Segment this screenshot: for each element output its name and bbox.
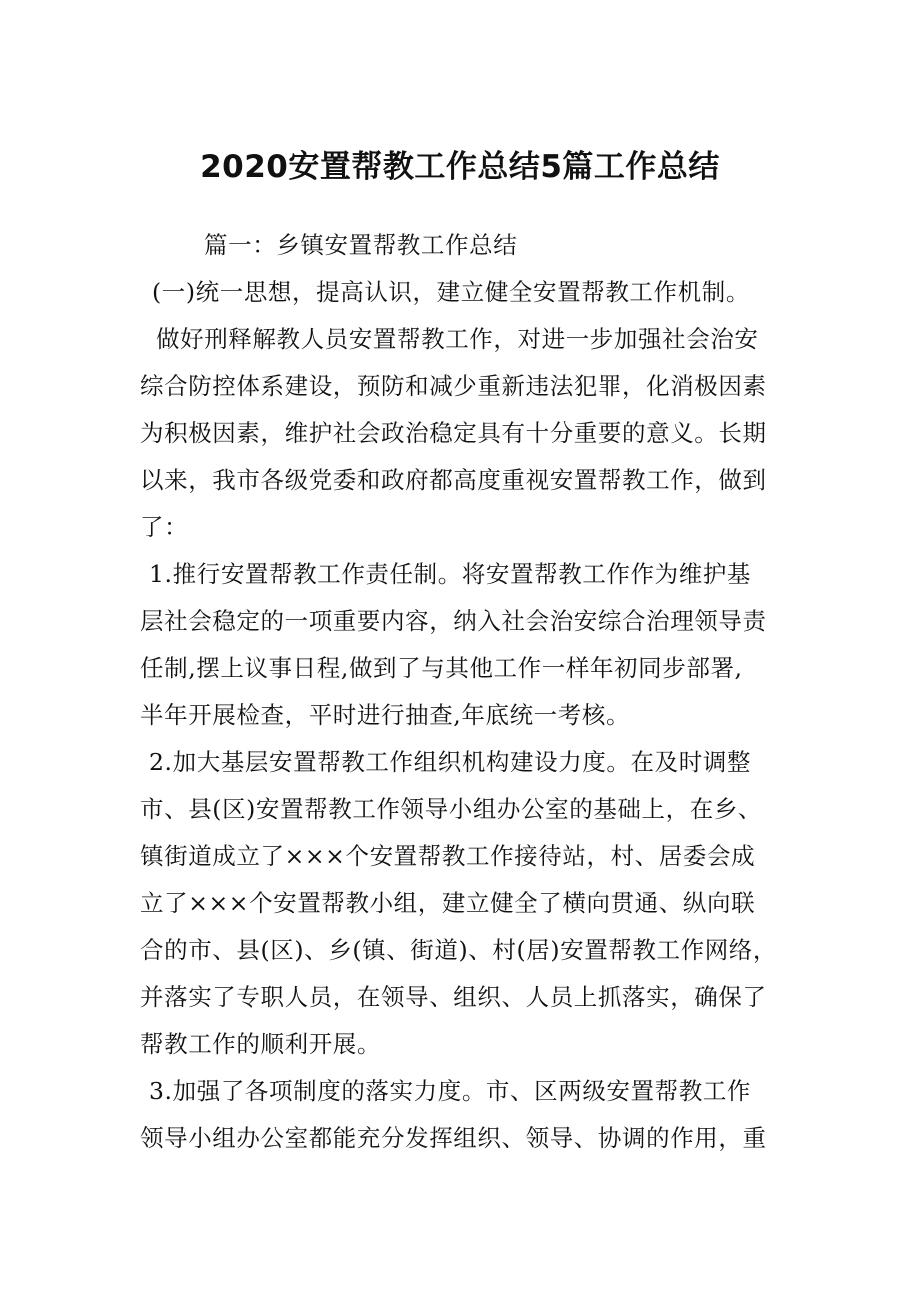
paragraph-line: 半年开展检查，平时进行抽查,年底统一考核。 (140, 701, 631, 729)
paragraph-line: 为积极因素，维护社会政治稳定具有十分重要的意义。长期 (140, 419, 767, 447)
paragraph-line: 层社会稳定的一项重要内容，纳入社会治安综合治理领导责 (140, 607, 767, 635)
list-item-line: 3.加强了各项制度的落实力度。市、区两级安置帮教工作 (149, 1077, 752, 1105)
subsection-heading: (一)统一思想，提高认识，建立健全安置帮教工作机制。 (152, 278, 750, 306)
paragraph-line: 镇街道成立了×××个安置帮教工作接待站，村、居委会成 (140, 842, 756, 870)
paragraph-line: 帮教工作的顺利开展。 (140, 1030, 381, 1058)
paragraph-line: 做好刑释解教人员安置帮教工作，对进一步加强社会治安 (156, 325, 759, 353)
paragraph-line: 了： (140, 513, 189, 541)
paragraph-line: 领导小组办公室都能充分发挥组织、领导、协调的作用，重 (140, 1124, 767, 1152)
paragraph-line: 综合防控体系建设，预防和减少重新违法犯罪，化消极因素 (140, 372, 767, 400)
paragraph-line: 立了×××个安置帮教小组，建立健全了横向贯通、纵向联 (140, 889, 756, 917)
paragraph-line: 并落实了专职人员，在领导、组织、人员上抓落实，确保了 (140, 983, 767, 1011)
document-body (140, 222, 790, 1162)
document-title: 2020安置帮教工作总结5篇工作总结 (200, 149, 720, 185)
list-item-line: 2.加大基层安置帮教工作组织机构建设力度。在及时调整 (149, 748, 752, 776)
paragraph-line: 以来，我市各级党委和政府都高度重视安置帮教工作，做到 (140, 466, 767, 494)
paragraph-line: 任制,摆上议事日程,做到了与其他工作一样年初同步部署, (140, 654, 743, 682)
paragraph-line: 市、县(区)安置帮教工作领导小组办公室的基础上，在乡、 (140, 795, 763, 823)
section-heading: 篇一：乡镇安置帮教工作总结 (204, 231, 518, 259)
list-item-line: 1.推行安置帮教工作责任制。将安置帮教工作作为维护基 (149, 560, 752, 588)
paragraph-line: 合的市、县(区)、乡(镇、街道)、村(居)安置帮教工作网络， (140, 936, 778, 964)
